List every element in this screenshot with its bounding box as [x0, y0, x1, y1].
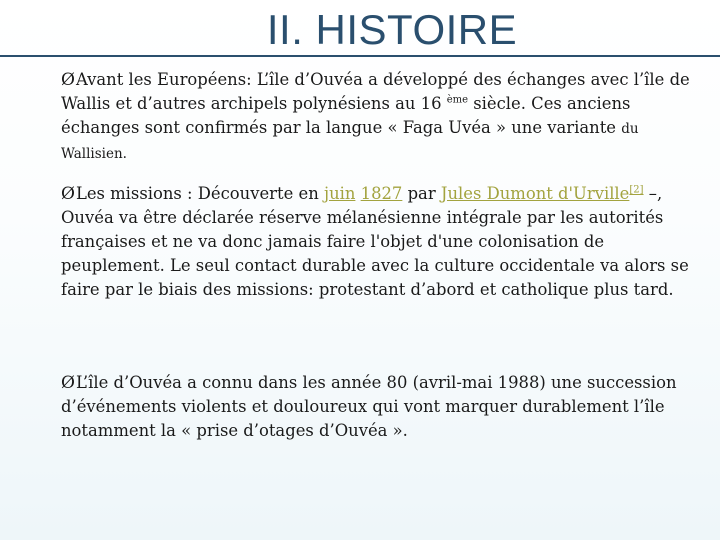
link-juin[interactable]: juin: [323, 184, 356, 203]
reference-link[interactable]: [2]: [629, 184, 644, 196]
arrow-bullet-icon: Ø: [61, 184, 75, 204]
p2-text-b: –, Ouvéa va être déclarée réserve mélanésienne intégrale par les autorités françaises et ne va donc jamais faire l'objet d'une colonisation de peuplement. Le seul contact durable avec la culture occidentale va alors se faire par le biais des missions: protestant d’abord et catholique plus tard.: [61, 184, 689, 299]
paragraph-les-missions: [61, 182, 701, 302]
p3-text: L’île d’Ouvéa a connu dans les année 80 (avril-mai 1988) une succession d’événements violents et douloureux qui vont marquer durablement l’île notamment la « prise d’otages d’Ouvéa ».: [61, 373, 677, 440]
title-divider: [0, 55, 720, 57]
p1-superscript: ème: [446, 94, 469, 106]
slide-title: II. HISTOIRE: [266, 6, 518, 53]
link-1827[interactable]: 1827: [360, 184, 403, 203]
p1-text-b: siècle. Ces anciens échanges sont confirmés par la langue « Faga Uvéa » une variante: [61, 94, 631, 137]
arrow-bullet-icon: Ø: [61, 373, 75, 393]
p2-text-a: Les missions : Découverte en: [75, 184, 324, 203]
arrow-bullet-icon: Ø: [61, 70, 75, 90]
p2-text-par: par: [402, 184, 441, 203]
paragraph-evenements: [61, 371, 701, 443]
p1-text-a: Avant les Européens: L’île d’Ouvéa a développé des échanges avec l’île de Wallis et d’autres archipels polynésiens au 16: [61, 70, 690, 113]
paragraph-avant-les-europeens: [61, 68, 701, 166]
link-jules-dumont-durville[interactable]: Jules Dumont d'Urville: [440, 184, 630, 203]
p1-small-text: du Wallisien.: [61, 121, 639, 162]
